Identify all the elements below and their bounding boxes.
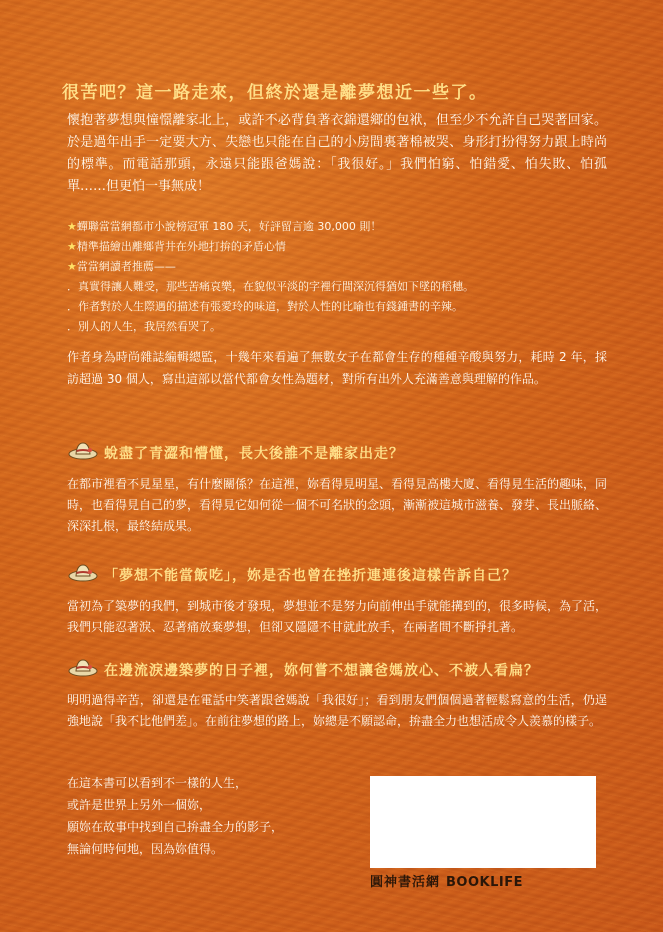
- highlight-item: ★精準描繪出離鄉背井在外地打拚的矛盾心情: [67, 240, 286, 253]
- barcode-area: [370, 776, 596, 868]
- section-body: 明明過得辛苦，卻還是在電話中笑著跟爸媽說「我很好」；看到朋友們個個過著輕鬆寫意的生活，仍逞強地說「我不比他們差」。在前往夢想的路上，妳總是不願認命，拚盡全力也想活成令人羨慕的樣子。: [67, 693, 607, 728]
- publisher-brand: BOOKLIFE: [446, 875, 523, 890]
- review-item: ．作者對於人生際遇的描述有張愛玲的味道，對於人性的比喻也有錢鍾書的辛辣。: [67, 300, 463, 313]
- section-body: 當初為了築夢的我們，到城市後才發現，夢想並不是努力向前伸出手就能搆到的，很多時候，為了活，我們只能忍著淚、忍著痛放棄夢想，但卻又隱隱不甘就此放手，在兩者間不斷掙扎著。: [67, 599, 608, 634]
- review-item: ．真實得讓人難受，那些苦痛哀樂，在貌似平淡的字裡行間深沉得猶如下墜的稻穗。: [67, 280, 474, 293]
- hat-icon: [68, 655, 98, 679]
- section-body: 在都市裡看不見星星，有什麼關係？在這裡，妳看得見明星、看得見高樓大廈、看得見生活的趣味，同時，也看得見自己的夢，看得見它如何從一個不可名狀的念頭，漸漸被這城市滋養、發芽、長出脈絡、深深扎根，最終結成果。: [67, 477, 608, 533]
- author-note: 作者身為時尚雜誌編輯總監，十幾年來看遍了無數女子在都會生存的種種辛酸與努力，耗時 2 年，採訪超過 30 個人，寫出這部以當代都會女性為題材，對所有出外人充滿善意與理解的作品。: [67, 350, 607, 386]
- closing-line: 願妳在故事中找到自己拚盡全力的影子，: [67, 820, 284, 834]
- section-title: 「夢想不能當飯吃」，妳是否也曾在挫折連連後這樣告訴自己？: [104, 568, 517, 584]
- highlights-list: [67, 217, 587, 337]
- closing-line: 在這本書可以看到不一樣的人生，: [67, 776, 248, 790]
- hat-icon: [68, 438, 98, 462]
- intro-paragraph: 懷抱著夢想與憧憬離家北上，或許不必背負著衣錦還鄉的包袱，但至少不允許自己哭著回家。於是過年出手一定要大方、失戀也只能在自己的小房間裏著棉被哭、身形打扮得努力跟上時尚的標準。而電話那頭，永遠只能跟爸媽說：「我很好。」我們怕窮、怕錯愛、怕失敗、怕孤單……但更怕一事無成！: [67, 113, 607, 194]
- review-item: ．別人的人生，我居然看哭了。: [67, 320, 221, 333]
- closing-line: 或許是世界上另外一個妳，: [67, 798, 212, 812]
- headline: 很苦吧？這一路走來，但終於還是離夢想近一些了。: [62, 83, 488, 103]
- highlight-item: ★當當網讀者推薦——: [67, 260, 176, 273]
- hat-icon: [68, 560, 98, 584]
- highlight-item: ★蟬聯當當網都市小說榜冠軍 180 天，好評留言逾 30,000 則！: [67, 220, 382, 233]
- closing-lines: [67, 772, 367, 860]
- section-title: 在邊流淚邊築夢的日子裡，妳何嘗不想讓爸媽放心、不被人看扁？: [104, 663, 539, 679]
- section-title: 蛻盡了青澀和懵懂，長大後誰不是離家出走？: [104, 446, 404, 462]
- closing-line: 無論何時何地，因為妳值得。: [67, 842, 224, 856]
- publisher-logo: [370, 871, 523, 890]
- publisher-name: 圓神書活網: [370, 875, 441, 890]
